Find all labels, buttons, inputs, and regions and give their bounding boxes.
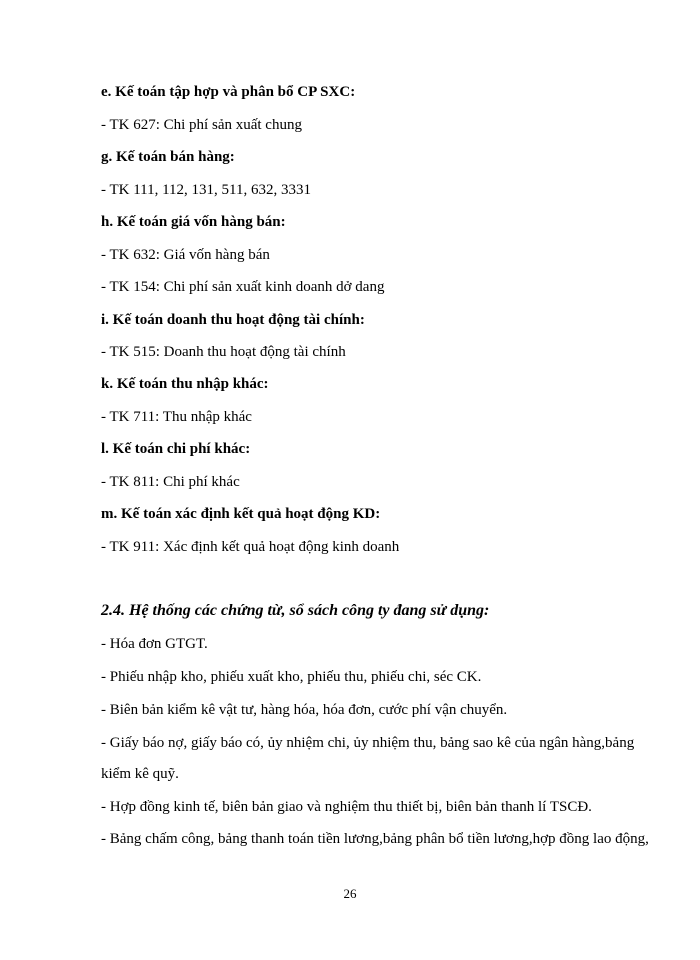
heading-k: k. Kế toán thu nhập khác:: [101, 376, 269, 392]
account-line-tk811: - TK 811: Chi phí khác: [101, 474, 240, 490]
document-line: - Bảng chấm công, bảng thanh toán tiền lương,bảng phân bổ tiền lương,hợp đồng lao động,: [101, 831, 649, 847]
account-line-tk627: - TK 627: Chi phí sản xuất chung: [101, 117, 302, 133]
heading-e: e. Kế toán tập hợp và phân bổ CP SXC:: [101, 84, 356, 100]
heading-g: g. Kế toán bán hàng:: [101, 149, 235, 165]
heading-i: i. Kế toán doanh thu hoạt động tài chính:: [101, 312, 365, 328]
document-line: - Hợp đồng kinh tế, biên bản giao và nghiệm thu thiết bị, biên bản thanh lí TSCĐ.: [101, 799, 592, 815]
document-line: - Biên bản kiểm kê vật tư, hàng hóa, hóa đơn, cước phí vận chuyển.: [101, 702, 508, 718]
page-number: 26: [343, 886, 357, 901]
document-line: - Hóa đơn GTGT.: [101, 636, 208, 652]
heading-m: m. Kế toán xác định kết quả hoạt động KD:: [101, 506, 381, 522]
document-line: - Giấy báo nợ, giấy báo có, ủy nhiệm chi, ủy nhiệm thu, bảng sao kê của ngân hàng,bảng: [101, 735, 635, 751]
document-line: - Phiếu nhập kho, phiếu xuất kho, phiếu thu, phiếu chi, séc CK.: [101, 669, 482, 685]
heading-h: h. Kế toán giá vốn hàng bán:: [101, 214, 286, 230]
account-line-tk515: - TK 515: Doanh thu hoạt động tài chính: [101, 344, 346, 360]
account-line-tk154: - TK 154: Chi phí sản xuất kinh doanh dở dang: [101, 279, 385, 295]
account-line-tk911: - TK 911: Xác định kết quả hoạt động kinh doanh: [101, 539, 400, 555]
account-line-tk711: - TK 711: Thu nhập khác: [101, 409, 252, 425]
heading-l: l. Kế toán chi phí khác:: [101, 441, 251, 457]
document-line: kiểm kê quỹ.: [101, 766, 179, 782]
section-heading-2-4: 2.4. Hệ thống các chứng từ, sổ sách công ty đang sử dụng:: [101, 602, 490, 619]
account-line-sales: - TK 111, 112, 131, 511, 632, 3331: [101, 182, 311, 198]
account-line-tk632: - TK 632: Giá vốn hàng bán: [101, 247, 270, 263]
